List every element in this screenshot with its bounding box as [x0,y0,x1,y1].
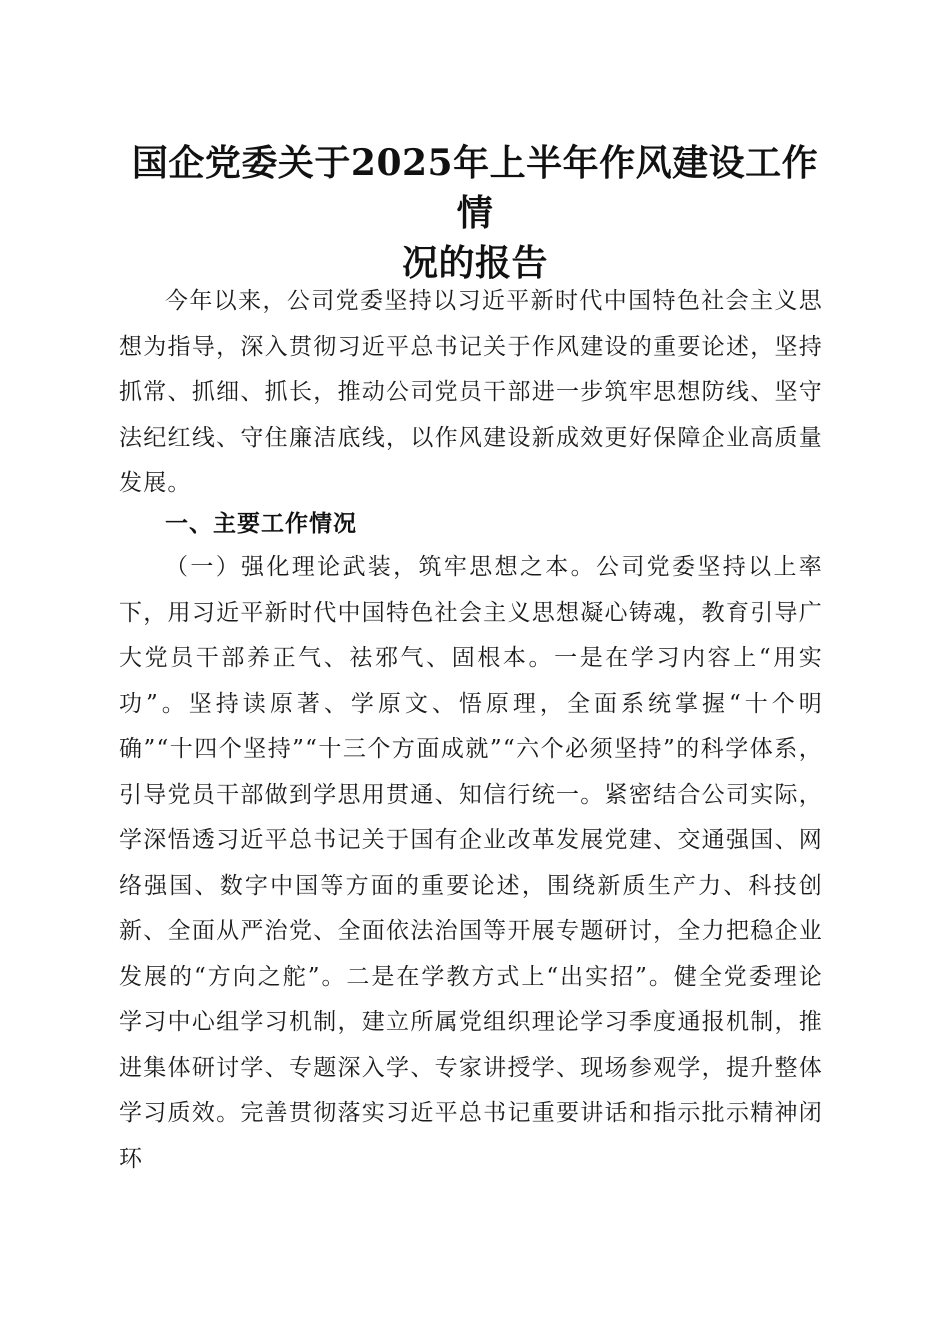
section-1-body: 公司党委坚持以上率下，用习近平新时代中国特色社会主义思想凝心铸魂，教育引导广大党员干部养正气、祛邪气、固根本。一是在学习内容上“用实功”。坚持读原著、学原文、悟原理，全面系统掌握“十个明确”“十四个坚持”“十三个方面成就”“六个必须坚持”的科学体系，引导党员干部做到学思用贯通、知信行统一。紧密结合公司实际，学深悟透习近平总书记关于国有企业改革发展党建、交通强国、网络强国、数字中国等方面的重要论述，围绕新质生产力、科技创新、全面从严治党、全面依法治国等开展专题研讨，全力把稳企业发展的“方向之舵”。二是在学教方式上“出实招”。健全党委理论学习中心组学习机制，建立所属党组织理论学习季度通报机制，推进集体研讨学、专题深入学、专家讲授学、现场参观学，提升整体学习质效。完善贯彻落实习近平总书记重要讲话和指示批示精神闭环 [119,554,823,1172]
section-heading-main-work: 一、主要工作情况 [165,511,357,537]
title-line-2: 况的报告 [401,242,548,284]
intro-paragraph: 今年以来，公司党委坚持以习近平新时代中国特色社会主义思想为指导，深入贯彻习近平总书记关于作风建设的重要论述，坚持抓常、抓细、抓长，推动公司党员干部进一步筑牢思想防线、坚守法纪红线、守住廉洁底线，以作风建设新成效更好保障企业高质量发展。 [119,288,823,496]
section-1-paragraph [119,545,823,1182]
document-title [120,138,830,288]
title-line-1: 国企党委关于2025年上半年作风建设工作情 [131,142,819,234]
section-1-subheading: （一）强化理论武装，筑牢思想之本。 [165,554,596,580]
